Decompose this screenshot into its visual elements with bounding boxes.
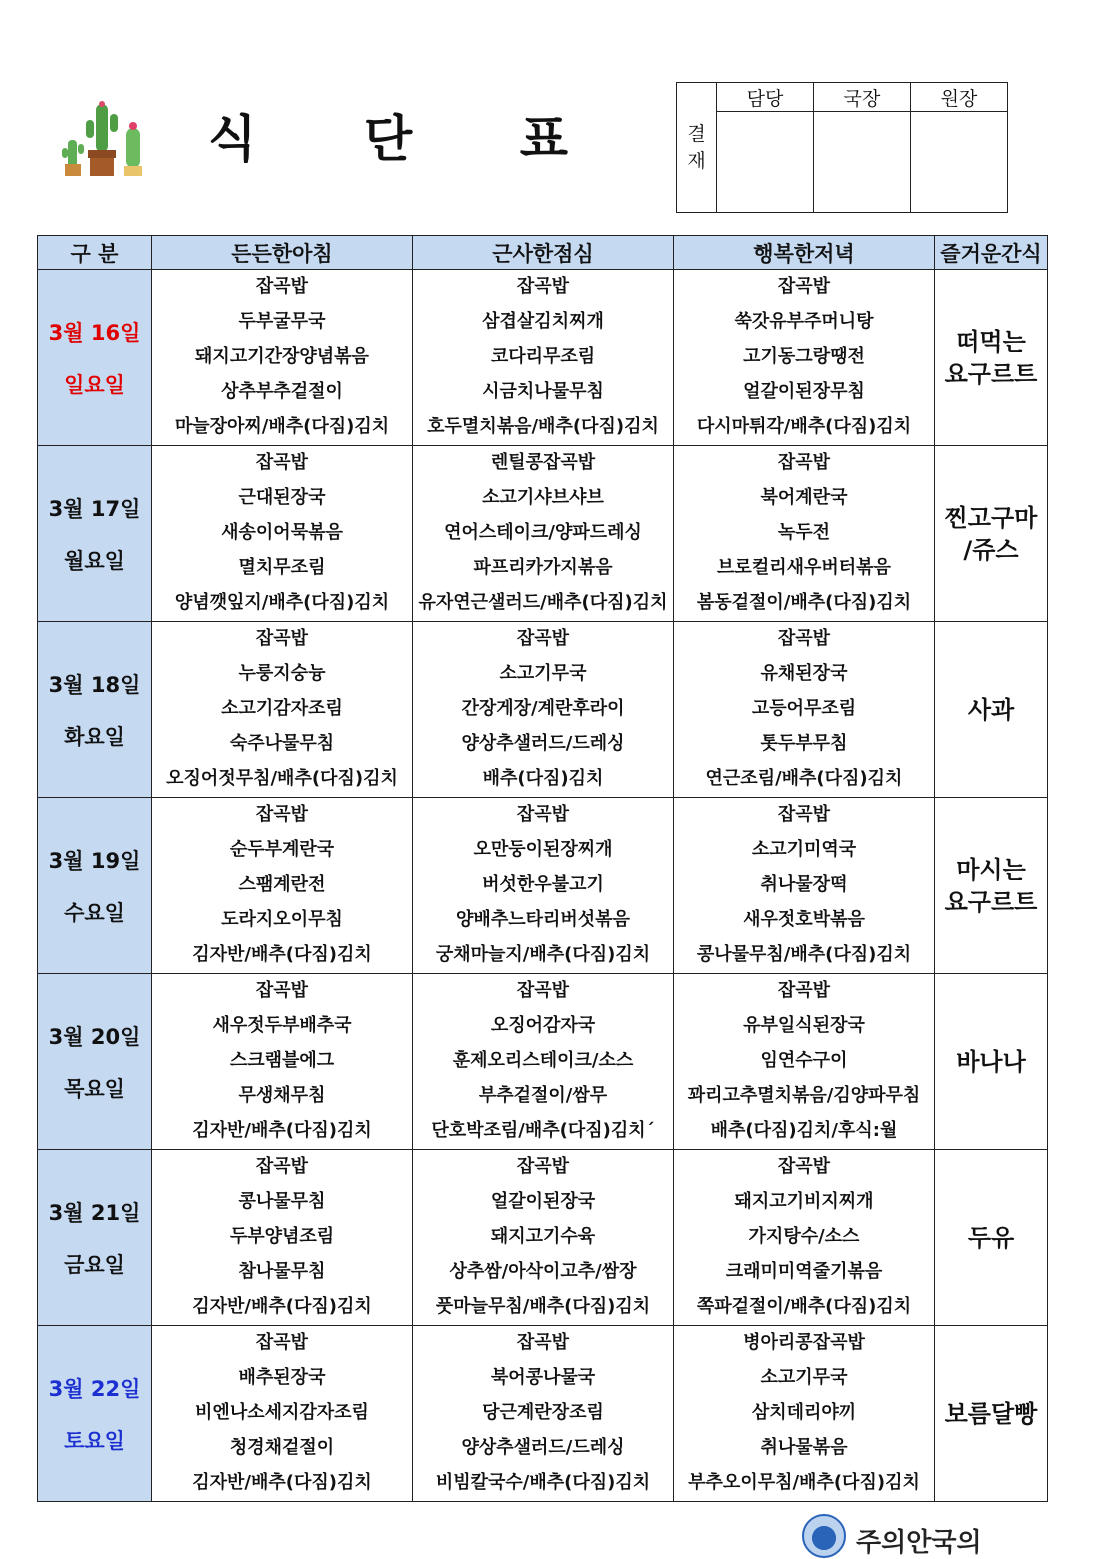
menu-item: 당근계란장조림 bbox=[482, 1402, 604, 1423]
snack-item: 보름달빵 bbox=[944, 1399, 1038, 1428]
menu-item: 김자반/배추(다짐)김치 bbox=[192, 1296, 372, 1317]
menu-item: 상추부추겉절이 bbox=[221, 381, 343, 402]
approval-role: 국장 bbox=[814, 83, 911, 112]
menu-item: 병아리콩잡곡밥 bbox=[743, 1332, 865, 1353]
menu-item: 김자반/배추(다짐)김치 bbox=[192, 944, 372, 965]
menu-item: 잡곡밥 bbox=[516, 1156, 570, 1177]
menu-item: 청경채겉절이 bbox=[229, 1437, 335, 1458]
menu-item: 파프리카가지볶음 bbox=[473, 557, 613, 578]
menu-item: 돼지고기간장양념볶음 bbox=[195, 346, 369, 367]
lunch-cell bbox=[413, 622, 674, 798]
breakfast-cell bbox=[152, 270, 413, 446]
menu-item: 양배추느타리버섯볶음 bbox=[456, 909, 630, 930]
title-char: 식 bbox=[208, 110, 257, 168]
signature-box[interactable] bbox=[717, 112, 814, 213]
menu-item: 호두멸치볶음/배추(다짐)김치 bbox=[427, 416, 659, 437]
breakfast-cell bbox=[152, 622, 413, 798]
menu-item: 스팸계란전 bbox=[238, 874, 326, 895]
menu-item: 잡곡밥 bbox=[777, 276, 831, 297]
date-label: 3월 17일 bbox=[48, 496, 141, 521]
date-cell bbox=[38, 446, 152, 622]
lunch-cell bbox=[413, 798, 674, 974]
menu-item: 잡곡밥 bbox=[516, 628, 570, 649]
menu-item: 비엔나소세지감자조림 bbox=[195, 1402, 369, 1423]
menu-item: 브로컬리새우버터볶음 bbox=[717, 557, 891, 578]
snack-item: 떠먹는 bbox=[956, 327, 1026, 356]
menu-item: 양념깻잎지/배추(다짐)김치 bbox=[174, 592, 390, 613]
menu-item: 숙주나물무침 bbox=[229, 733, 335, 754]
menu-item: 연근조림/배추(다짐)김치 bbox=[705, 768, 903, 789]
menu-item: 순두부계란국 bbox=[229, 839, 335, 860]
menu-item: 근대된장국 bbox=[238, 487, 326, 508]
menu-item: 취나물볶음 bbox=[760, 1437, 848, 1458]
menu-item: 소고기감자조림 bbox=[221, 698, 343, 719]
menu-item: 북어콩나물국 bbox=[490, 1367, 596, 1388]
menu-item: 두부굴무국 bbox=[238, 311, 326, 332]
page-title bbox=[208, 100, 568, 170]
menu-item: 두부양념조림 bbox=[229, 1226, 335, 1247]
signature-box[interactable] bbox=[911, 112, 1008, 213]
menu-item: 크래미미역줄기볶음 bbox=[725, 1261, 883, 1282]
lunch-cell bbox=[413, 1150, 674, 1326]
menu-item: 잡곡밥 bbox=[255, 980, 309, 1001]
menu-item: 마늘장아찌/배추(다짐)김치 bbox=[174, 416, 390, 437]
date-label: 3월 22일 bbox=[48, 1376, 141, 1401]
menu-item: 연어스테이크/양파드레싱 bbox=[444, 522, 642, 543]
snack-cell bbox=[935, 270, 1048, 446]
weekday-label: 토요일 bbox=[64, 1428, 125, 1453]
menu-item: 잡곡밥 bbox=[255, 1156, 309, 1177]
column-header: 즐거운간식 bbox=[935, 236, 1048, 270]
title-char: 표 bbox=[519, 110, 568, 168]
date-label: 3월 21일 bbox=[48, 1200, 141, 1225]
menu-item: 잡곡밥 bbox=[516, 276, 570, 297]
menu-item: 녹두전 bbox=[777, 522, 831, 543]
lunch-cell bbox=[413, 974, 674, 1150]
menu-item: 참나물무침 bbox=[238, 1261, 326, 1282]
menu-item: 고등어무조림 bbox=[751, 698, 857, 719]
dinner-cell bbox=[674, 622, 935, 798]
menu-item: 새송이어묵볶음 bbox=[221, 522, 343, 543]
menu-item: 시금치나물무침 bbox=[482, 381, 604, 402]
date-cell bbox=[38, 798, 152, 974]
snack-item: 요구르트 bbox=[944, 359, 1038, 388]
menu-item: 배추(다짐)김치 bbox=[482, 768, 604, 789]
menu-item: 유자연근샐러드/배추(다짐)김치 bbox=[418, 592, 668, 613]
menu-item: 오징어젓무침/배추(다짐)김치 bbox=[166, 768, 398, 789]
title-char: 단 bbox=[363, 110, 413, 168]
menu-item: 봄동겉절이/배추(다짐)김치 bbox=[696, 592, 912, 613]
snack-cell bbox=[935, 622, 1048, 798]
dinner-cell bbox=[674, 270, 935, 446]
menu-item: 단호박조림/배추(다짐)김치´ bbox=[431, 1120, 655, 1141]
snack-item: 두유 bbox=[967, 1223, 1015, 1252]
snack-cell bbox=[935, 974, 1048, 1150]
weekday-label: 목요일 bbox=[64, 1076, 125, 1101]
snack-item: 요구르트 bbox=[944, 887, 1038, 916]
snack-item: 마시는 bbox=[956, 855, 1026, 884]
org-logo-icon bbox=[802, 1514, 846, 1558]
breakfast-cell bbox=[152, 1150, 413, 1326]
snack-item: 찐고구마 bbox=[944, 503, 1038, 532]
menu-item: 새우젓두부배추국 bbox=[212, 1015, 352, 1036]
column-header: 근사한점심 bbox=[413, 236, 674, 270]
dinner-cell bbox=[674, 974, 935, 1150]
menu-item: 북어계란국 bbox=[760, 487, 848, 508]
menu-item: 돼지고기비지찌개 bbox=[734, 1191, 874, 1212]
menu-item: 얼갈이된장무침 bbox=[743, 381, 865, 402]
dinner-cell bbox=[674, 798, 935, 974]
menu-item: 배추(다짐)김치/후식:월 bbox=[710, 1120, 898, 1141]
menu-item: 삼겹살김치찌개 bbox=[482, 311, 604, 332]
table-row bbox=[38, 270, 1048, 446]
menu-item: 얼갈이된장국 bbox=[490, 1191, 596, 1212]
menu-item: 부추오이무침/배추(다짐)김치 bbox=[688, 1472, 920, 1493]
menu-item: 소고기무국 bbox=[760, 1367, 848, 1388]
date-label: 3월 20일 bbox=[48, 1024, 141, 1049]
date-label: 3월 18일 bbox=[48, 672, 141, 697]
weekday-label: 수요일 bbox=[64, 900, 125, 925]
lunch-cell bbox=[413, 270, 674, 446]
table-row bbox=[38, 1326, 1048, 1502]
menu-item: 잡곡밥 bbox=[255, 1332, 309, 1353]
menu-item: 고기동그랑땡전 bbox=[743, 346, 865, 367]
menu-item: 유부일식된장국 bbox=[743, 1015, 865, 1036]
table-row bbox=[38, 1150, 1048, 1326]
menu-item: 취나물장떡 bbox=[760, 874, 848, 895]
signature-box[interactable] bbox=[814, 112, 911, 213]
menu-item: 무생채무침 bbox=[238, 1085, 326, 1106]
menu-item: 오만둥이된장찌개 bbox=[473, 839, 613, 860]
lunch-cell bbox=[413, 1326, 674, 1502]
menu-item: 코다리무조림 bbox=[490, 346, 596, 367]
menu-item: 삼치데리야끼 bbox=[751, 1402, 857, 1423]
breakfast-cell bbox=[152, 446, 413, 622]
snack-item: 사과 bbox=[967, 695, 1015, 724]
dinner-cell bbox=[674, 446, 935, 622]
menu-item: 잡곡밥 bbox=[777, 628, 831, 649]
weekday-label: 월요일 bbox=[64, 548, 125, 573]
snack-item: 바나나 bbox=[956, 1047, 1026, 1076]
snack-cell bbox=[935, 446, 1048, 622]
approval-box bbox=[676, 82, 1008, 213]
menu-item: 소고기무국 bbox=[499, 663, 587, 684]
org-name: 주의안국의 bbox=[856, 1528, 982, 1558]
snack-cell bbox=[935, 798, 1048, 974]
menu-item: 잡곡밥 bbox=[255, 628, 309, 649]
menu-item: 임연수구이 bbox=[760, 1050, 848, 1071]
menu-item: 가지탕수/소스 bbox=[748, 1226, 860, 1247]
snack-cell bbox=[935, 1326, 1048, 1502]
menu-item: 잡곡밥 bbox=[777, 804, 831, 825]
snack-cell bbox=[935, 1150, 1048, 1326]
date-label: 3월 16일 bbox=[48, 320, 141, 345]
date-cell bbox=[38, 622, 152, 798]
menu-item: 잡곡밥 bbox=[777, 452, 831, 473]
weekday-label: 금요일 bbox=[64, 1252, 125, 1277]
date-cell bbox=[38, 1326, 152, 1502]
menu-item: 양상추샐러드/드레싱 bbox=[461, 733, 625, 754]
menu-item: 풋마늘무침/배추(다짐)김치 bbox=[435, 1296, 651, 1317]
menu-item: 톳두부무침 bbox=[760, 733, 848, 754]
menu-item: 잡곡밥 bbox=[777, 1156, 831, 1177]
column-header: 든든한아침 bbox=[152, 236, 413, 270]
approval-role: 원장 bbox=[911, 83, 1008, 112]
date-cell bbox=[38, 1150, 152, 1326]
menu-item: 잡곡밥 bbox=[516, 980, 570, 1001]
table-row bbox=[38, 974, 1048, 1150]
menu-item: 버섯한우불고기 bbox=[482, 874, 604, 895]
menu-item: 누룽지숭늉 bbox=[238, 663, 326, 684]
date-label: 3월 19일 bbox=[48, 848, 141, 873]
breakfast-cell bbox=[152, 1326, 413, 1502]
menu-item: 멸치무조림 bbox=[238, 557, 326, 578]
menu-item: 양상추샐러드/드레싱 bbox=[461, 1437, 625, 1458]
menu-item: 잡곡밥 bbox=[516, 804, 570, 825]
breakfast-cell bbox=[152, 974, 413, 1150]
menu-item: 부추겉절이/쌈무 bbox=[478, 1085, 608, 1106]
menu-item: 김자반/배추(다짐)김치 bbox=[192, 1120, 372, 1141]
menu-item: 김자반/배추(다짐)김치 bbox=[192, 1472, 372, 1493]
menu-item: 비빔칼국수/배추(다짐)김치 bbox=[435, 1472, 651, 1493]
weekday-label: 화요일 bbox=[64, 724, 125, 749]
menu-item: 오징어감자국 bbox=[490, 1015, 596, 1036]
approval-label: 결 재 bbox=[677, 83, 717, 213]
table-row bbox=[38, 446, 1048, 622]
menu-item: 잡곡밥 bbox=[255, 804, 309, 825]
footer bbox=[802, 1512, 1042, 1558]
menu-table bbox=[37, 235, 1048, 1502]
menu-item: 소고기미역국 bbox=[751, 839, 857, 860]
snack-item: /쥬스 bbox=[963, 535, 1019, 564]
menu-item: 궁채마늘지/배추(다짐)김치 bbox=[435, 944, 651, 965]
cactus-icon bbox=[58, 98, 150, 178]
column-header: 구 분 bbox=[38, 236, 152, 270]
menu-item: 콩나물무침/배추(다짐)김치 bbox=[696, 944, 912, 965]
menu-item: 새우젓호박볶음 bbox=[743, 909, 865, 930]
table-row bbox=[38, 798, 1048, 974]
menu-item: 쪽파겉절이/배추(다짐)김치 bbox=[696, 1296, 912, 1317]
approval-role: 담당 bbox=[717, 83, 814, 112]
menu-item: 잡곡밥 bbox=[255, 452, 309, 473]
menu-item: 스크램블에그 bbox=[229, 1050, 335, 1071]
dinner-cell bbox=[674, 1326, 935, 1502]
menu-item: 잡곡밥 bbox=[516, 1332, 570, 1353]
table-row bbox=[38, 622, 1048, 798]
table-header-row bbox=[38, 236, 1048, 270]
weekday-label: 일요일 bbox=[64, 372, 125, 397]
date-cell bbox=[38, 974, 152, 1150]
menu-item: 꽈리고추멸치볶음/김양파무침 bbox=[687, 1085, 921, 1106]
menu-item: 다시마튀각/배추(다짐)김치 bbox=[696, 416, 912, 437]
breakfast-cell bbox=[152, 798, 413, 974]
menu-item: 상추쌈/아삭이고추/쌈장 bbox=[449, 1261, 637, 1282]
menu-item: 렌틸콩잡곡밥 bbox=[490, 452, 596, 473]
menu-item: 훈제오리스테이크/소스 bbox=[452, 1050, 634, 1071]
dinner-cell bbox=[674, 1150, 935, 1326]
menu-item: 유채된장국 bbox=[760, 663, 848, 684]
column-header: 행복한저녁 bbox=[674, 236, 935, 270]
menu-item: 배추된장국 bbox=[238, 1367, 326, 1388]
menu-item: 소고기샤브샤브 bbox=[482, 487, 604, 508]
lunch-cell bbox=[413, 446, 674, 622]
menu-item: 간장게장/계란후라이 bbox=[461, 698, 625, 719]
menu-item: 쑥갓유부주머니탕 bbox=[734, 311, 874, 332]
menu-item: 잡곡밥 bbox=[777, 980, 831, 1001]
menu-item: 콩나물무침 bbox=[238, 1191, 326, 1212]
menu-item: 도라지오이무침 bbox=[221, 909, 343, 930]
menu-item: 돼지고기수육 bbox=[490, 1226, 596, 1247]
menu-item: 잡곡밥 bbox=[255, 276, 309, 297]
date-cell bbox=[38, 270, 152, 446]
